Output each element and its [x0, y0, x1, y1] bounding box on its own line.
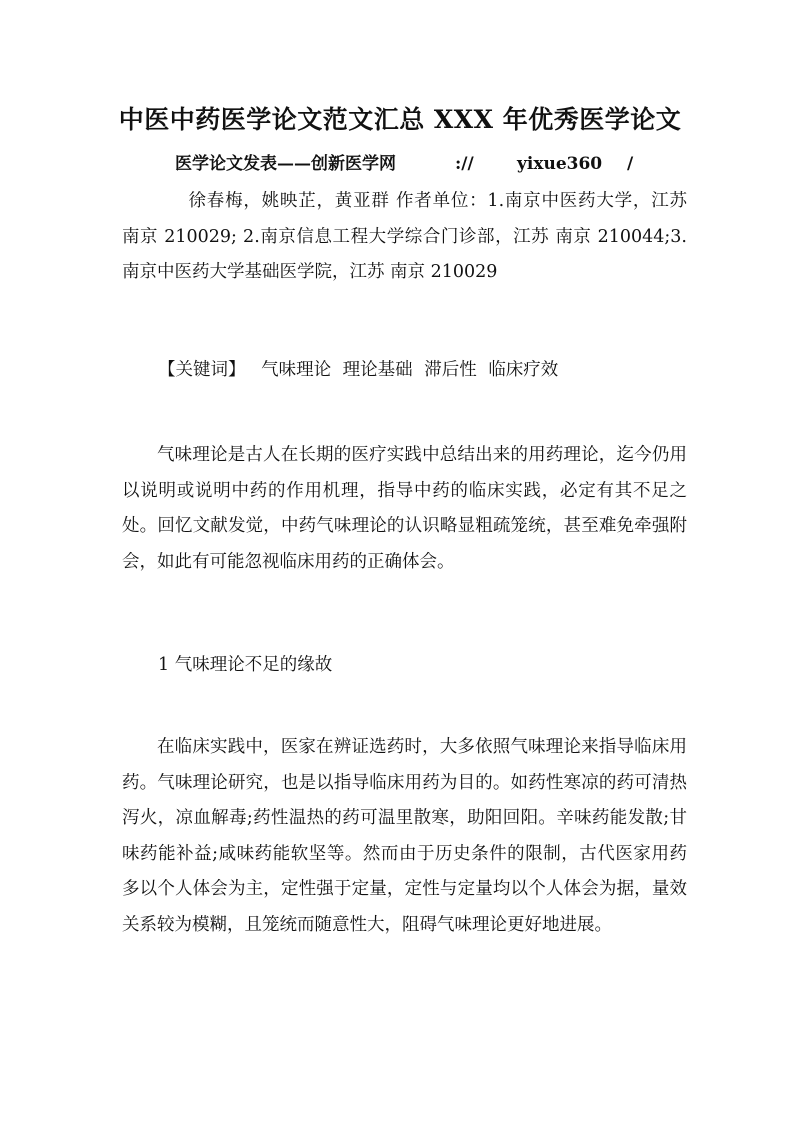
keywords-line — [158, 353, 688, 389]
subtitle-slash: / — [627, 154, 634, 174]
keyword-item: 理论基础 — [342, 360, 413, 380]
keyword-item: 临床疗效 — [488, 360, 559, 380]
subtitle-domain: yixue360 — [517, 154, 603, 174]
intro-paragraph: 气味理论是古人在长期的医疗实践中总结出来的用药理论，迄今仍用以说明或说明中药的作用机理，指导中药的临床实践，必定有其不足之处。回忆文献发觉，中药气味理论的认识略显粗疏笼统，甚至难免牵强附会，如此有可能忽视临床用药的正确体会。 — [122, 445, 687, 572]
keyword-item: 气味理论 — [261, 360, 332, 380]
keywords-label: 【关键词】 — [158, 360, 246, 380]
section-heading: 1 气味理论不足的缘故 — [158, 655, 333, 675]
keyword-item: 滞后性 — [424, 360, 477, 380]
body-paragraph: 在临床实践中，医家在辨证选药时，大多依照气味理论来指导临床用药。气味理论研究，也是以指导临床用药为目的。如药性寒凉的药可清热泻火，凉血解毒;药性温热的药可温里散寒，助阳回阳。辛味药能发散;甘味药能补益;咸味药能软坚等。然而由于历史条件的限制，古代医家用药多以个人体会为主，定性强于定量，定性与定量均以个人体会为据，量效关系较为模糊，且笼统而随意性大，阻碍气味理论更好地进展。 — [122, 737, 687, 935]
document-subtitle — [175, 149, 735, 174]
document-title: 中医中药医学论文范文汇总 XXX 年优秀医学论文 — [118, 105, 682, 134]
author-affiliations: 徐春梅，姚映芷，黄亚群 作者单位：1.南京中医药大学，江苏 南京 210029; 2.南京信息工程大学综合门诊部，江苏 南京 210044;3.南京中医药大学基础医学院，江苏 南京 210029 — [122, 191, 687, 282]
subtitle-protocol: :// — [455, 154, 474, 174]
subtitle-site-name: 医学论文发表——创新医学网 — [175, 154, 396, 174]
